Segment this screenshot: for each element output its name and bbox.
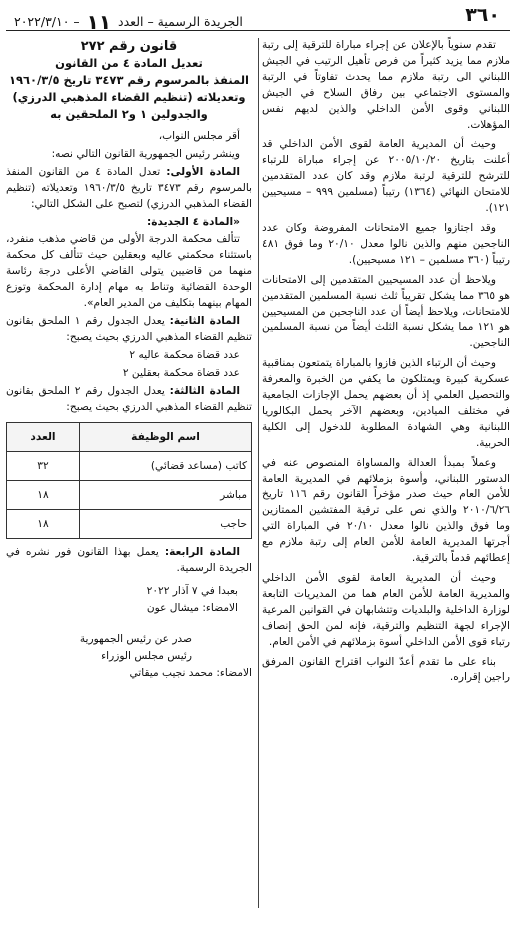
article-text: يعدل الجدول رقم ٢ الملحق بقانون تنظيم القضاء المذهبي الدرزي بحيث يصبح: [6, 384, 252, 413]
table-header-count: العدد [7, 423, 80, 452]
left-column [6, 38, 252, 934]
table-row [7, 452, 252, 481]
signature-pm-title: رئيس مجلس الوزراء [101, 650, 192, 663]
law-title-block [6, 38, 252, 123]
paragraph: وحيث أن المديرية العامة لقوى الأمن الداخلي قد أعلنت بتاريخ ٢٠٠٥/١٠/٢٠ عن إجراء مباراة للرتباء للترشح للترقية لرتبة ملازم وقد كان عدد المتقدمين للامتحان النهائي (١٣٦٤) رتيباً (مسلمين ٩٩٩ – مسيحيين ١٢١). [262, 138, 510, 215]
law-number: قانون رقم ٢٧٢ [80, 39, 178, 54]
table1-line: عدد قضاة محكمة عاليه ٢ [129, 348, 240, 361]
intro-line: وينشر رئيس الجمهورية القانون التالي نصه: [51, 147, 240, 160]
signature-president: الامضاء: ميشال عون [146, 602, 238, 615]
new-article-heading: «المادة ٤ الجديدة: [146, 215, 240, 228]
article-text: تعدل المادة ٤ من القانون المنفذ بالمرسوم رقم ٣٤٧٣ تاريخ ١٩٦٠/٣/٥ وتعديلاته (تنظيم القضاء المذهبي الدرزي) لتصبح على الشكل التالي: [6, 165, 252, 210]
article-text: يعمل بهذا القانون فور نشره في الجريدة الرسمية. [6, 546, 252, 575]
right-column [262, 38, 510, 934]
page-number: ٣٦٠ [465, 4, 500, 26]
article-label: المادة الثالثة: [169, 384, 240, 397]
paragraph: وقد اجتازوا جميع الامتحانات المفروضة وكان عدد الناجحين منهم والذين نالوا معدل ٢٠/١٠ وما فوق ٤٨١ رتيباً (٣٦٠ مسلمين – ١٢١ مسيحيين). [262, 221, 510, 266]
table-header-job: اسم الوظيفة [80, 423, 252, 452]
signature-place-date: بعبدا في ٧ آذار ٢٠٢٢ [146, 585, 238, 598]
table-header-row [7, 423, 252, 452]
table1-line: عدد قضاة محكمة بعقلين ٢ [122, 366, 240, 379]
signature-pm: الامضاء: محمد نجيب ميقاتي [129, 667, 252, 680]
page-header [6, 0, 510, 34]
article-4 [6, 545, 252, 577]
article-text: يعدل الجدول رقم ١ الملحق بقانون تنظيم القضاء المذهبي الدرزي بحيث يصبح: [6, 314, 252, 343]
new-article-text: تتألف محكمة الدرجة الأولى من قاضي مذهب منفرد، باستثناء محكمتي عاليه وبعقلين حيث تتألف كل محكمة منهما من قاضيين يتولى القاضي الأعلى درجة رئاسة الوحدة القضائية وتناط به مهام إدارة المحكمة وتوزع المهام بينهما بتكليف من المدير العام». [6, 233, 252, 310]
gazette-issue-line [14, 10, 243, 34]
table-cell-count: ١٨ [7, 510, 80, 539]
table-cell-job: مباشر [80, 481, 252, 510]
article-label: المادة الثانية: [169, 314, 240, 327]
table-cell-count: ٣٢ [7, 452, 80, 481]
paragraph: وحيث أن المديرية العامة لقوى الأمن الداخلي والمديرية العامة للأمن العام هما من المديريات التابعة لوزارة الداخلية والبلديات وتتشابهان في القوانين المرعية الإجراء لجهة التنظيم والترقية، فإنه لمن الحق إنصاف رتباء قوى الأمن الداخلي أسوة بزملائهم في الأمن العام. [262, 572, 510, 648]
staff-table [6, 422, 252, 539]
law-title-line: والجدولين ١ و٢ الملحقين به [50, 107, 208, 121]
article-label: المادة الأولى: [166, 165, 240, 178]
page-columns [6, 38, 510, 934]
paragraph: بناء على ما تقدم أعدّ النواب اقتراح القانون المرفق راجين إقراره. [262, 655, 510, 684]
law-title-line: المنفذ بالمرسوم رقم ٣٤٧٣ تاريخ ١٩٦٠/٣/٥ [9, 73, 249, 87]
paragraph: وحيث أن الرتباء الذين فازوا بالمباراة يتمتعون بمناقبية عسكرية كبيرة ويمتلكون ما يكفي من الخبرة والمعرفة والتحصيل العلمي إذ أن بعضهم يحمل الإجازات الجامعية في مختلف الميادين، وبعضهم الآخر يحمل البكالوريا اللبنانية وهي الشهادة المطلوبة للدخول إلى الكلية الحربية. [262, 357, 510, 449]
law-title-line: تعديل المادة ٤ من القانون [55, 56, 203, 70]
table-cell-job: كاتب (مساعد قضائي) [80, 452, 252, 481]
gazette-name: الجريدة الرسمية – العدد [118, 14, 243, 29]
table-cell-job: حاجب [80, 510, 252, 539]
paragraph: وعملاً بمبدأ العدالة والمساواة المنصوص عنه في الدستور اللبناني، وأسوة بزملائهم في المديرية العامة للأمن العام حيث صدر مؤخراً القانون رقم ١١٦ تاريخ ٢٠١٠/٦/٢٦ والذي نص على ترقية المفتشين الممتازين وما فوق والذين نالوا معدل ٢٠/١٠ في المباراة التي أجرتها المديرية العامة للأمن العام إلى رتبة ملازم مع إعطائهم قدماً بالترقية. [262, 456, 510, 565]
intro-line: أقر مجلس النواب، [158, 130, 240, 142]
table-cell-count: ١٨ [7, 481, 80, 510]
table-row [7, 481, 252, 510]
article-label: المادة الرابعة: [164, 546, 240, 559]
article-2 [6, 314, 252, 346]
signature-issued-by: صدر عن رئيس الجمهورية [79, 633, 192, 646]
table-row [7, 510, 252, 539]
article-1 [6, 165, 252, 213]
article-3 [6, 384, 252, 416]
column-divider [258, 38, 259, 908]
paragraph: تقدم سنوياً بالإعلان عن إجراء مباراة للترقية إلى رتبة ملازم مما يزيد كثيراً من فرص تأهيل الرتيب في الجيش اللبناني الى رتبة ملازم مما يحدث تفاوتاً في الرتبة والمستوى الاجتماعي بين رفاق السلاح في الجيش اللبناني وقوى الأمن الداخلي والذين لديهم نفس المؤهلات. [262, 39, 510, 131]
issue-date: – ٢٠٢٢/٣/١٠ [14, 14, 80, 29]
issue-number: ١١ [86, 10, 112, 34]
paragraph: ويلاحظ أن عدد المسيحيين المتقدمين إلى الامتحانات هو ٣٦٥ مما يشكل تقريباً ثلث نسبة المسلمين المتقدمين للامتحانات، ويلاحظ أيضاً أن عدد الناجحين من المسيحيين هو ١٢١ مما يشكل نسبة الثلث أيضاً من نسبة المسلمين الناجحين. [262, 273, 510, 350]
law-title-line: وتعديلاته (تنظيم القضاء المذهبي الدرزي) [12, 90, 246, 104]
